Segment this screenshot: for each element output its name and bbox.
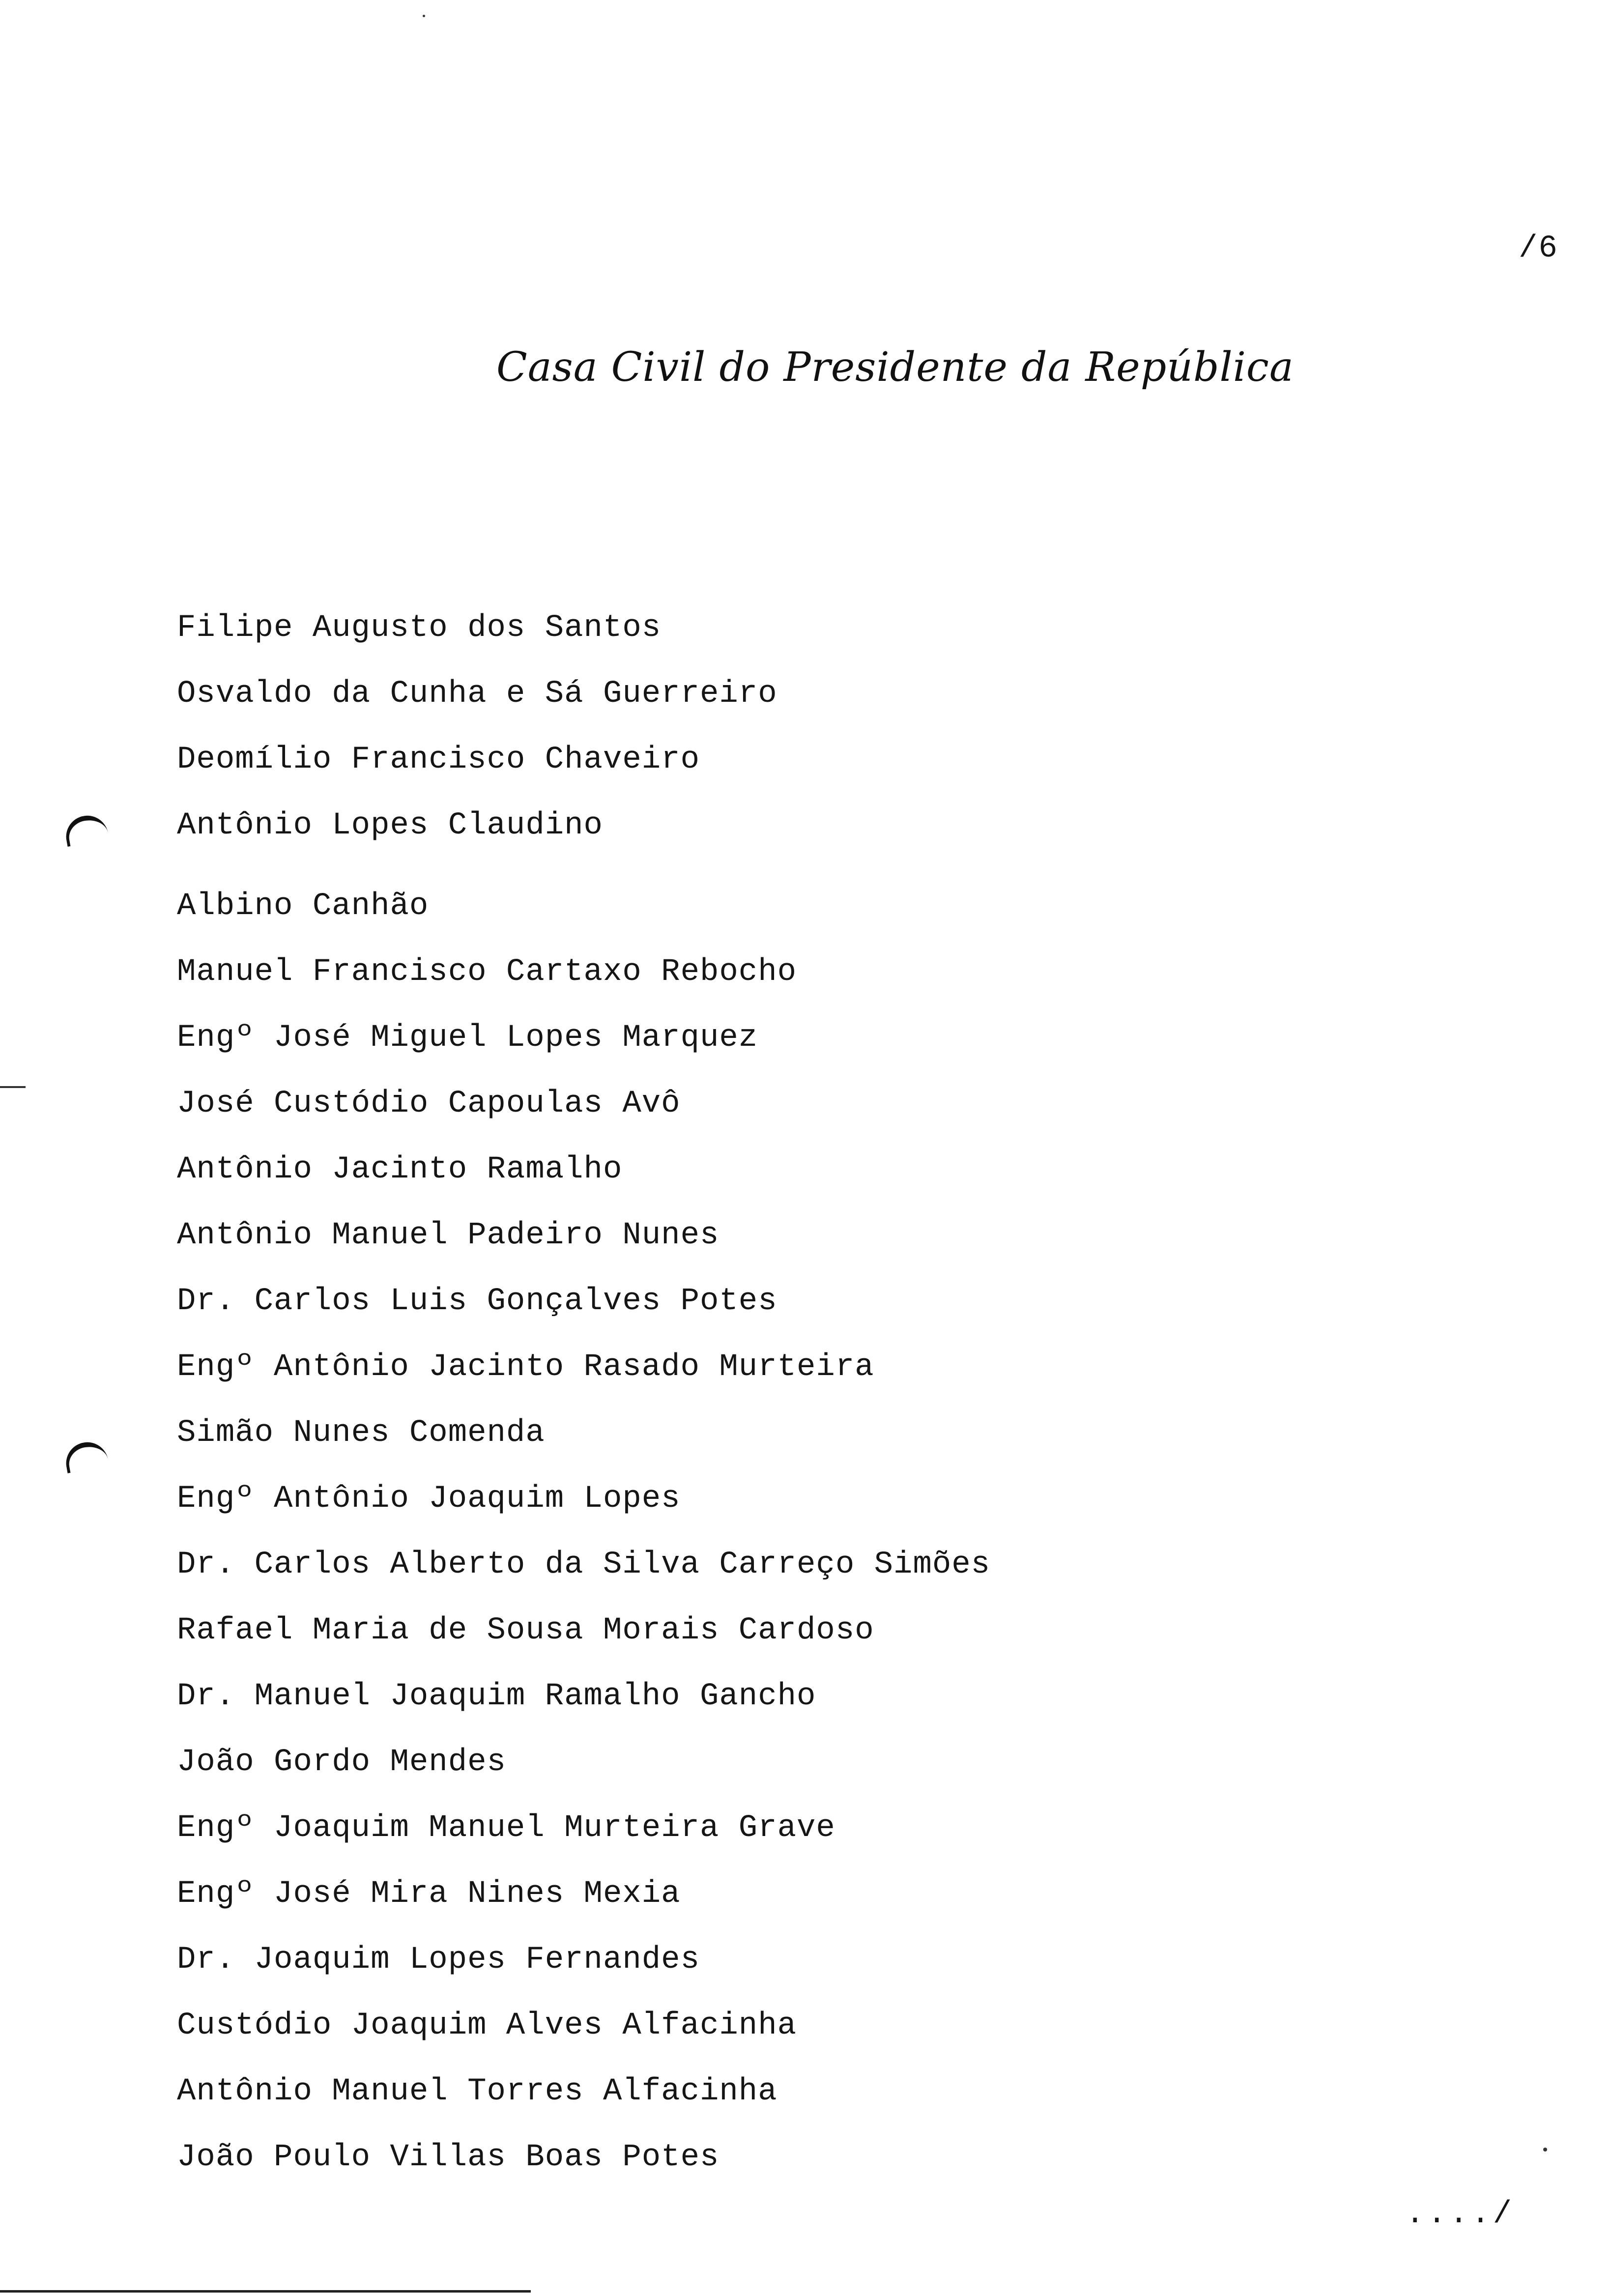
margin-dash-mark bbox=[0, 1086, 26, 1088]
name-entry: Osvaldo da Cunha e Sá Guerreiro bbox=[177, 676, 777, 712]
name-entry: Dr. Joaquim Lopes Fernandes bbox=[177, 1942, 700, 1978]
bottom-edge-line bbox=[0, 2290, 531, 2293]
name-entry: Antônio Manuel Padeiro Nunes bbox=[177, 1218, 720, 1253]
name-entry: Dr. Carlos Alberto da Silva Carreço Simões bbox=[177, 1547, 991, 1582]
name-entry: Antônio Lopes Claudino bbox=[177, 808, 603, 843]
name-entry: Deomílio Francisco Chaveiro bbox=[177, 742, 700, 777]
name-entry: Engº Antônio Joaquim Lopes bbox=[177, 1481, 681, 1517]
name-entry: Engº Joaquim Manuel Murteira Grave bbox=[177, 1810, 835, 1846]
name-entry: Custódio Joaquim Alves Alfacinha bbox=[177, 2008, 797, 2043]
continuation-marker: ..../ bbox=[1406, 2197, 1515, 2232]
names-list bbox=[177, 604, 990, 2200]
name-entry: Rafael Maria de Sousa Morais Cardoso bbox=[177, 1613, 874, 1648]
name-entry: Albino Canhão bbox=[177, 889, 429, 924]
name-entry: Dr. Manuel Joaquim Ramalho Gancho bbox=[177, 1679, 816, 1714]
name-entry: João Gordo Mendes bbox=[177, 1745, 506, 1780]
name-entry: Dr. Carlos Luis Gonçalves Potes bbox=[177, 1284, 777, 1319]
name-entry: Engº José Miguel Lopes Marquez bbox=[177, 1020, 758, 1056]
name-entry: Filipe Augusto dos Santos bbox=[177, 610, 662, 646]
name-entry: Antônio Jacinto Ramalho bbox=[177, 1152, 623, 1187]
ink-speck bbox=[1543, 2148, 1547, 2152]
name-entry: Engº Antônio Jacinto Rasado Murteira bbox=[177, 1349, 874, 1385]
name-entry: Engº José Mira Nines Mexia bbox=[177, 1876, 681, 1912]
name-entry: Simão Nunes Comenda bbox=[177, 1415, 545, 1451]
ink-speck bbox=[423, 15, 425, 17]
page-number: /6 bbox=[1519, 231, 1558, 266]
letterhead-title: Casa Civil do Presidente da República bbox=[496, 344, 1294, 391]
margin-tick-mark bbox=[63, 1439, 109, 1473]
name-entry: Antônio Manuel Torres Alfacinha bbox=[177, 2074, 777, 2109]
margin-tick-mark bbox=[63, 812, 109, 847]
name-entry: Manuel Francisco Cartaxo Rebocho bbox=[177, 954, 797, 990]
name-entry: José Custódio Capoulas Avô bbox=[177, 1086, 681, 1121]
name-entry: João Poulo Villas Boas Potes bbox=[177, 2140, 720, 2175]
